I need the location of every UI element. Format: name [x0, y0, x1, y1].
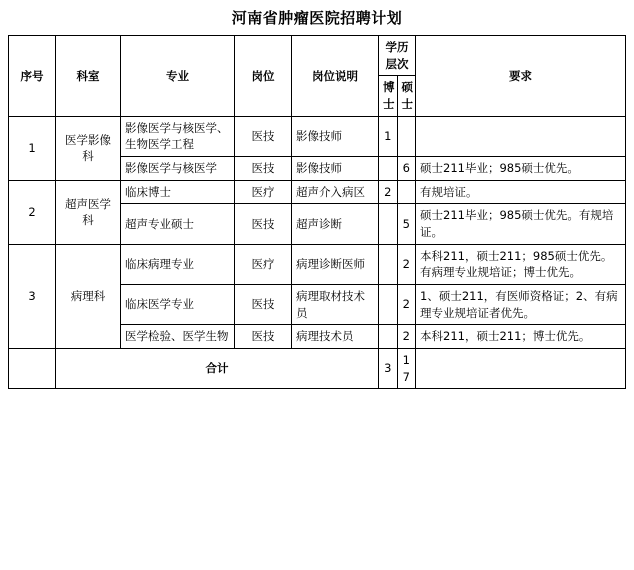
cell-major: 临床病理专业 — [121, 244, 235, 284]
cell-doctor — [379, 285, 398, 325]
column-header-education-group: 学历层次 — [379, 36, 416, 76]
cell-seq: 3 — [9, 244, 56, 348]
cell-post: 医技 — [235, 285, 292, 325]
cell-desc: 超声诊断 — [292, 204, 379, 244]
cell-seq: 1 — [9, 116, 56, 180]
cell-doctor — [379, 244, 398, 284]
cell-doctor: 1 — [379, 116, 398, 156]
cell-post: 医技 — [235, 204, 292, 244]
cell-master: 2 — [397, 244, 416, 284]
cell-requirement: 本科211，硕士211；博士优先。 — [416, 325, 626, 349]
cell-desc: 病理取材技术员 — [292, 285, 379, 325]
cell-desc: 影像技师 — [292, 157, 379, 181]
cell-dept: 病理科 — [56, 244, 121, 348]
total-doctor: 3 — [379, 349, 398, 389]
column-header-desc: 岗位说明 — [292, 36, 379, 117]
column-header-master: 硕士 — [397, 76, 416, 116]
cell-seq: 2 — [9, 180, 56, 244]
cell-master: 5 — [397, 204, 416, 244]
cell-dept: 医学影像科 — [56, 116, 121, 180]
cell-requirement: 1、硕士211，有医师资格证；2、有病理专业规培证者优先。 — [416, 285, 626, 325]
cell-master — [397, 116, 416, 156]
cell-major: 超声专业硕士 — [121, 204, 235, 244]
cell-requirement: 硕士211毕业；985硕士优先。有规培证。 — [416, 204, 626, 244]
cell-requirement: 有规培证。 — [416, 180, 626, 204]
cell-post: 医技 — [235, 325, 292, 349]
table-row — [9, 180, 626, 204]
total-seq-cell — [9, 349, 56, 389]
cell-post: 医疗 — [235, 180, 292, 204]
cell-requirement: 硕士211毕业；985硕士优先。 — [416, 157, 626, 181]
cell-doctor: 2 — [379, 180, 398, 204]
cell-post: 医疗 — [235, 244, 292, 284]
cell-master: 2 — [397, 325, 416, 349]
total-requirement — [416, 349, 626, 389]
cell-master: 6 — [397, 157, 416, 181]
cell-requirement — [416, 116, 626, 156]
cell-major: 影像医学与核医学 — [121, 157, 235, 181]
cell-desc: 影像技师 — [292, 116, 379, 156]
total-master: 17 — [397, 349, 416, 389]
total-label: 合计 — [56, 349, 379, 389]
cell-master — [397, 180, 416, 204]
column-header-seq: 序号 — [9, 36, 56, 117]
cell-major: 影像医学与核医学、生物医学工程 — [121, 116, 235, 156]
column-header-dept: 科室 — [56, 36, 121, 117]
cell-dept: 超声医学科 — [56, 180, 121, 244]
cell-desc: 超声介入病区 — [292, 180, 379, 204]
cell-post: 医技 — [235, 116, 292, 156]
table-body — [9, 116, 626, 389]
cell-major: 医学检验、医学生物 — [121, 325, 235, 349]
table-row — [9, 116, 626, 156]
cell-master: 2 — [397, 285, 416, 325]
column-header-post: 岗位 — [235, 36, 292, 117]
column-header-requirement: 要求 — [416, 36, 626, 117]
table-header — [9, 36, 626, 117]
recruitment-plan-table — [8, 35, 626, 389]
cell-post: 医技 — [235, 157, 292, 181]
page-title: 河南省肿瘤医院招聘计划 — [231, 9, 403, 27]
cell-doctor — [379, 157, 398, 181]
column-header-major: 专业 — [121, 36, 235, 117]
cell-major: 临床医学专业 — [121, 285, 235, 325]
cell-major: 临床博士 — [121, 180, 235, 204]
cell-doctor — [379, 204, 398, 244]
column-header-doctor: 博士 — [379, 76, 398, 116]
cell-doctor — [379, 325, 398, 349]
table-header-row-1 — [9, 36, 626, 76]
table-total-row — [9, 349, 626, 389]
cell-requirement: 本科211，硕士211；985硕士优先。有病理专业规培证；博士优先。 — [416, 244, 626, 284]
table-row — [9, 244, 626, 284]
cell-desc: 病理技术员 — [292, 325, 379, 349]
cell-desc: 病理诊断医师 — [292, 244, 379, 284]
